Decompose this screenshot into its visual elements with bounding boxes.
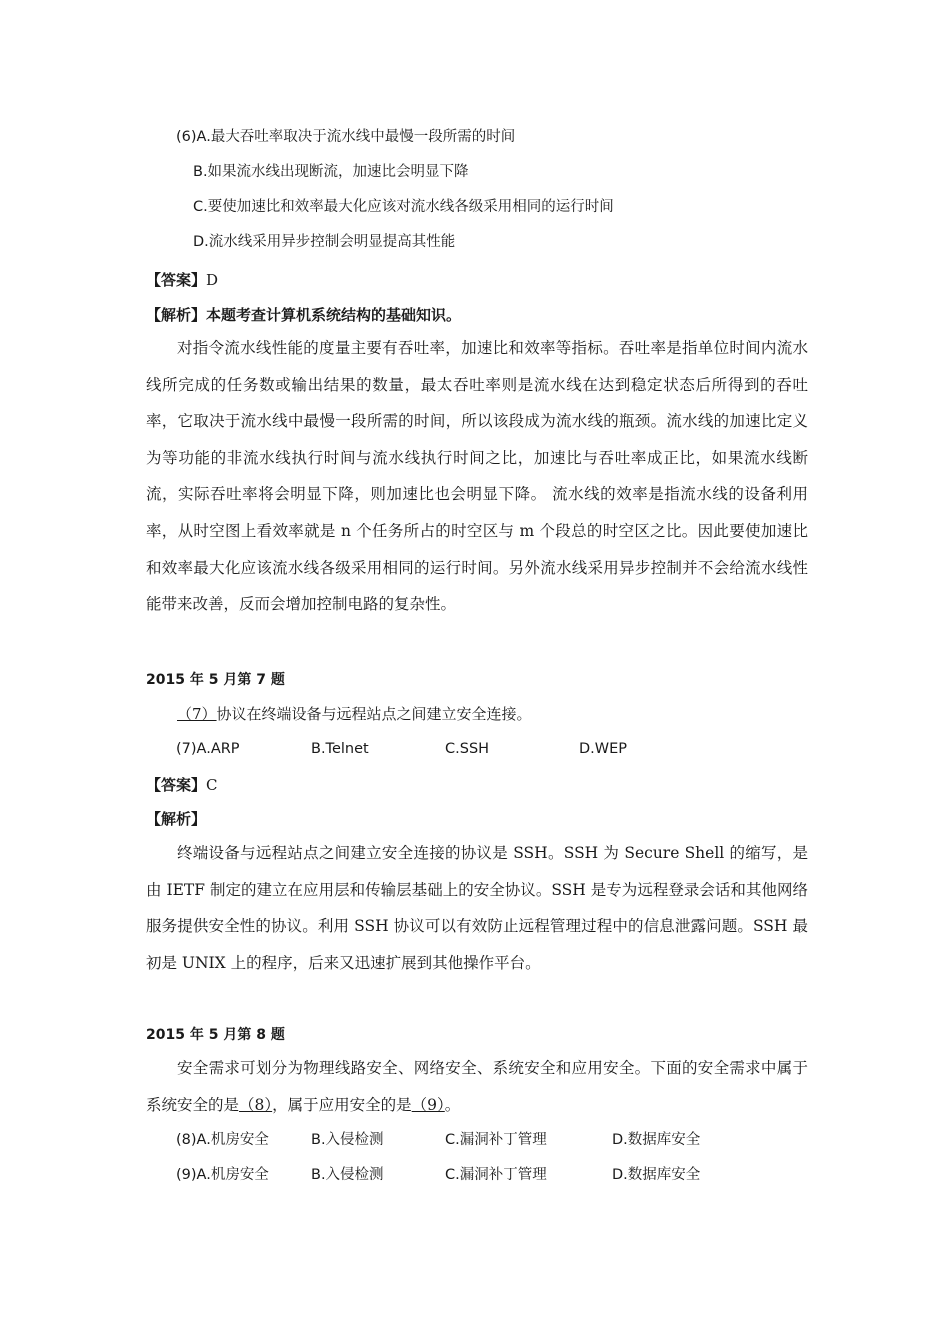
q8-option-d: D.数据库安全 [612, 1132, 701, 1148]
q7-stem [177, 704, 532, 724]
q7-answer-value: C [206, 776, 218, 794]
q7-option-c: C.SSH [445, 741, 490, 757]
q6-analysis-heading [146, 305, 461, 325]
q8-stem-part3: 。 [444, 1095, 461, 1114]
q6-option-a: (6)A.最大吞吐率取决于流水线中最慢一段所需的时间 [176, 129, 516, 145]
q6-option-b: B.如果流水线出现断流，加速比会明显下降 [193, 164, 469, 180]
q7-analysis-label: 【解析】 [146, 810, 207, 828]
q9-option-b: B.入侵检测 [311, 1167, 384, 1183]
q9-options [176, 1165, 796, 1185]
q7-answer [146, 775, 218, 795]
q6-answer [146, 270, 218, 290]
q8-option-c: C.漏洞补丁管理 [445, 1132, 547, 1148]
q8-option-b: B.入侵检测 [311, 1132, 384, 1148]
q9-option-c: C.漏洞补丁管理 [445, 1167, 547, 1183]
q7-option-d: D.WEP [579, 741, 628, 757]
q7-analysis-text: 终端设备与远程站点之间建立安全连接的协议是 SSH。SSH 为 Secure Shell 的缩写，是由 IETF 制定的建立在应用层和传输层基础上的安全协议。SSH 是专为远程登录会话和其他网络服务提供安全性的协议。利用 SSH 协议可以有效防止远程管理过程中的信息泄露问题。SSH 最初是 UNIX 上的程序，后来又迅速扩展到其他操作平台。 [146, 844, 808, 972]
q7-blank: （7） [177, 705, 217, 723]
q7-heading: 2015 年 5 月第 7 题 [146, 672, 285, 688]
q7-stem-text: 协议在终端设备与远程站点之间建立安全连接。 [216, 705, 532, 723]
q7-option-b: B.Telnet [311, 741, 369, 757]
q8-blank-8: （8） [239, 1095, 273, 1114]
q8-stem-part1: 安全需求可划分为物理线路安全、网络安全、系统安全和应用安全。下面的安全需求中属于系统安全的是 [146, 1059, 808, 1114]
q8-option-a: (8)A.机房安全 [176, 1132, 269, 1148]
q8-blank-9: （9） [411, 1095, 445, 1114]
q6-answer-label: 【答案】 [146, 271, 207, 289]
q6-analysis-text: 对指令流水线性能的度量主要有吞吐率，加速比和效率等指标。吞吐率是指单位时间内流水线所完成的任务数或输出结果的数量，最太吞吐率则是流水线在达到稳定状态后所得到的吞吐率，它取决于流水线中最慢一段所需的时间，所以该段成为流水线的瓶颈。流水线的加速比定义为等功能的非流水线执行时间与流水线执行时间之比，加速比与吞吐率成正比，如果流水线断流，实际吞吐率将会明显下降，则加速比也会明显下降。 流水线的效率是指流水线的设备利用率，从时空图上看效率就是 n 个任务所占的时空区与 m 个段总的时空区之比。因此要使加速比和效率最大化应该流水线各级采用相同的运行时间。另外流水线采用异步控制并不会给流水线性能带来改善，反而会增加控制电路的复杂性。 [146, 339, 808, 614]
q9-option-a: (9)A.机房安全 [176, 1167, 269, 1183]
q7-option-a: (7)A.ARP [176, 741, 240, 757]
q8-options [176, 1130, 796, 1150]
q8-stem [146, 1050, 808, 1123]
q8-stem-part2: ，属于应用安全的是 [272, 1095, 412, 1114]
q6-option-c: C.要使加速比和效率最大化应该对流水线各级采用相同的运行时间 [193, 199, 614, 215]
q6-analysis-title: 本题考查计算机系统结构的基础知识。 [206, 306, 462, 324]
q7-answer-label: 【答案】 [146, 776, 207, 794]
q6-answer-value: D [206, 271, 219, 289]
q6-analysis-label: 【解析】 [146, 306, 207, 324]
q8-heading: 2015 年 5 月第 8 题 [146, 1027, 285, 1043]
q6-option-d: D.流水线采用异步控制会明显提高其性能 [193, 234, 456, 250]
q9-option-d: D.数据库安全 [612, 1167, 701, 1183]
q7-options [176, 739, 796, 759]
